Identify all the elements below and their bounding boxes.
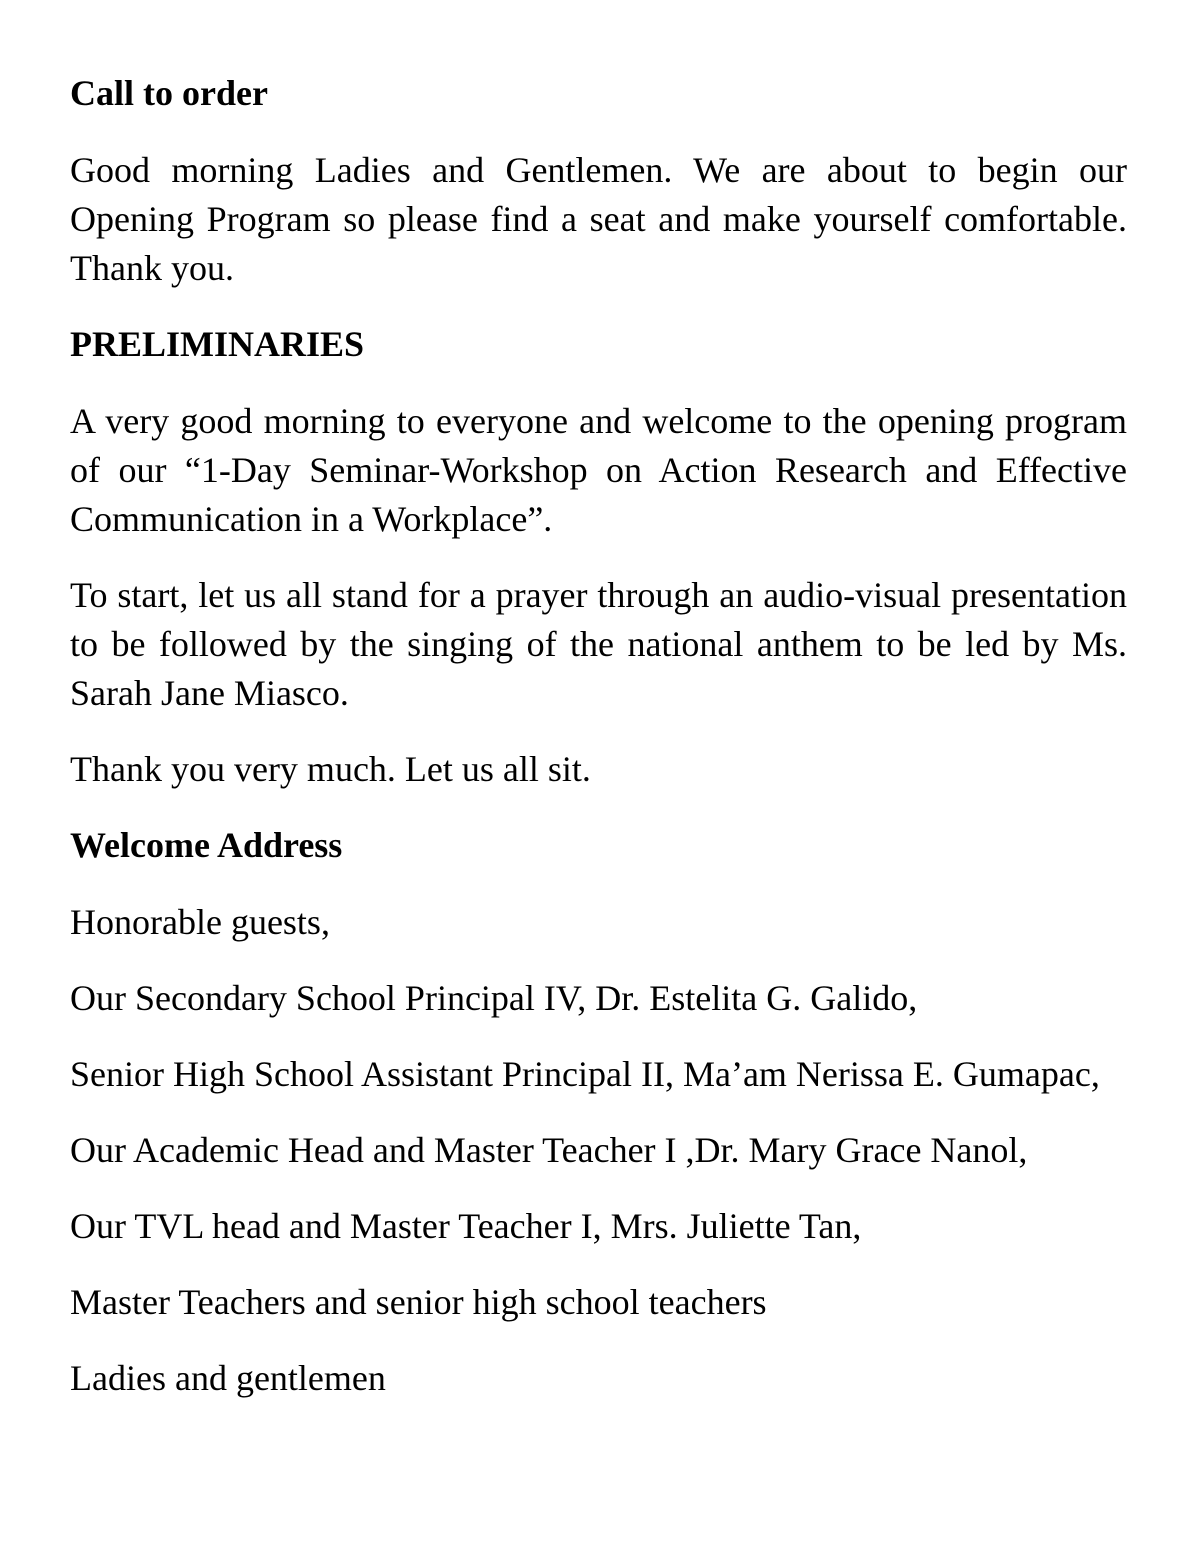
call-to-order-paragraph: Good morning Ladies and Gentlemen. We are about to begin our Opening Program so please find a seat and make yourself comfortable. Thank you. (70, 150, 1127, 288)
welcome-line-principal: Our Secondary School Principal IV, Dr. Estelita G. Galido, (70, 978, 918, 1018)
welcome-line-academic-head: Our Academic Head and Master Teacher I ,Dr. Mary Grace Nanol, (70, 1130, 1028, 1170)
call-to-order-heading: Call to order (70, 73, 268, 113)
document-page (70, 69, 1127, 1403)
welcome-line-assistant-principal: Senior High School Assistant Principal II, Ma’am Nerissa E. Gumapac, (70, 1054, 1100, 1094)
welcome-line-tvl-head: Our TVL head and Master Teacher I, Mrs. Juliette Tan, (70, 1206, 862, 1246)
preliminaries-prayer-paragraph: To start, let us all stand for a prayer through an audio-visual presentation to be followed by the singing of the national anthem to be led by Ms. Sarah Jane Miasco. (70, 575, 1127, 713)
welcome-address-heading: Welcome Address (70, 825, 343, 865)
preliminaries-welcome-paragraph: A very good morning to everyone and welcome to the opening program of our “1-Day Seminar-Workshop on Action Research and Effective Communication in a Workplace”. (70, 401, 1127, 539)
preliminaries-heading: PRELIMINARIES (70, 324, 365, 364)
welcome-line-teachers: Master Teachers and senior high school teachers (70, 1282, 767, 1322)
preliminaries-sit-paragraph: Thank you very much. Let us all sit. (70, 749, 591, 789)
welcome-line-honorable-guests: Honorable guests, (70, 902, 330, 942)
welcome-line-ladies-gentlemen: Ladies and gentlemen (70, 1358, 386, 1398)
